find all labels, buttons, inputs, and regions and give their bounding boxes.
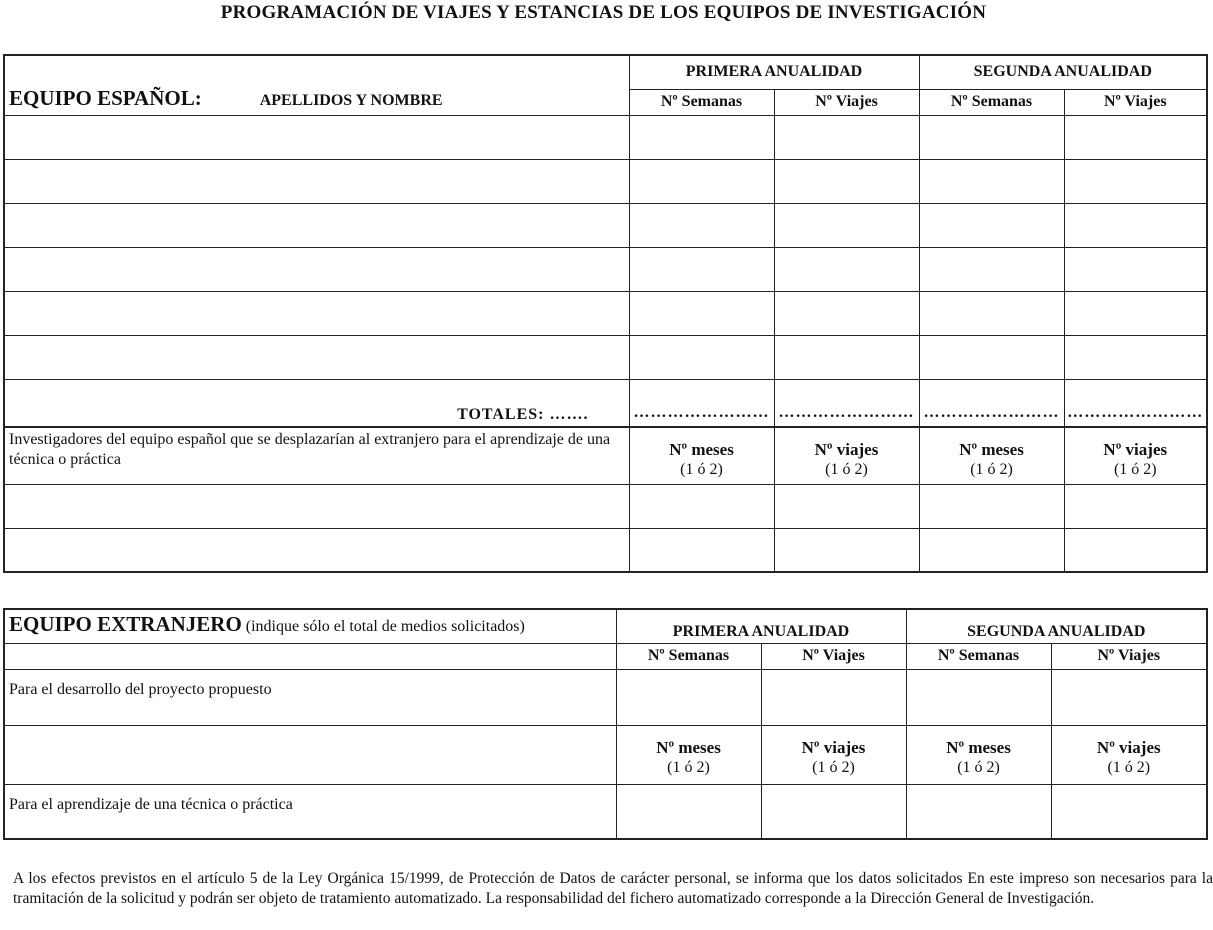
input-cell[interactable] bbox=[1064, 159, 1207, 203]
table-row bbox=[4, 159, 1207, 203]
first-year-header: PRIMERA ANUALIDAD bbox=[616, 609, 906, 643]
input-cell[interactable] bbox=[1064, 203, 1207, 247]
one-or-two-label: (1 ó 2) bbox=[812, 758, 855, 776]
input-cell[interactable] bbox=[1051, 784, 1207, 839]
input-cell[interactable] bbox=[761, 669, 906, 725]
input-cell[interactable] bbox=[919, 203, 1064, 247]
input-cell[interactable] bbox=[919, 484, 1064, 528]
foreign-team-header bbox=[4, 609, 616, 643]
empty-cell bbox=[4, 725, 616, 784]
input-cell[interactable] bbox=[774, 528, 919, 572]
col-trips-y2: Nº Viajes bbox=[1064, 89, 1207, 115]
page-title: PROGRAMACIÓN DE VIAJES Y ESTANCIAS DE LOS EQUIPOS DE INVESTIGACIÓN bbox=[220, 2, 987, 23]
input-cell[interactable] bbox=[629, 159, 774, 203]
name-cell[interactable] bbox=[4, 335, 629, 379]
months-header-y1 bbox=[616, 725, 761, 784]
second-year-header: SEGUNDA ANUALIDAD bbox=[906, 609, 1207, 643]
col-weeks-y2: Nº Semanas bbox=[906, 643, 1051, 669]
input-cell[interactable] bbox=[629, 247, 774, 291]
trips-header-y2 bbox=[1051, 725, 1207, 784]
name-cell[interactable] bbox=[4, 203, 629, 247]
input-cell[interactable] bbox=[629, 484, 774, 528]
table-row bbox=[4, 115, 1207, 159]
col-weeks-y2: Nº Semanas bbox=[919, 89, 1064, 115]
table-row bbox=[4, 203, 1207, 247]
names-label: APELLIDOS Y NOMBRE bbox=[259, 91, 443, 109]
one-or-two-label: (1 ó 2) bbox=[667, 758, 710, 776]
spanish-team-label: EQUIPO ESPAÑOL: bbox=[9, 85, 202, 110]
months-label: Nº meses bbox=[669, 440, 734, 459]
input-cell[interactable] bbox=[1064, 528, 1207, 572]
input-cell[interactable] bbox=[1064, 335, 1207, 379]
col-weeks-y1: Nº Semanas bbox=[629, 89, 774, 115]
one-or-two-label: (1 ó 2) bbox=[957, 758, 1000, 776]
input-cell[interactable] bbox=[629, 291, 774, 335]
name-cell[interactable] bbox=[4, 159, 629, 203]
one-or-two-label: (1 ó 2) bbox=[680, 461, 723, 478]
trips-header-y2 bbox=[1064, 427, 1207, 484]
input-cell[interactable] bbox=[761, 784, 906, 839]
foreign-team-table bbox=[3, 608, 1208, 840]
name-cell[interactable] bbox=[4, 484, 629, 528]
input-cell[interactable] bbox=[774, 291, 919, 335]
input-cell[interactable] bbox=[906, 669, 1051, 725]
totals-trips-y2[interactable]: …………………… bbox=[1064, 379, 1207, 427]
trips-label: Nº viajes bbox=[1096, 737, 1161, 757]
months-header-y2 bbox=[919, 427, 1064, 484]
totals-trips-y1[interactable]: …………………… bbox=[774, 379, 919, 427]
totals-weeks-y1[interactable]: …………………… bbox=[629, 379, 774, 427]
name-cell[interactable] bbox=[4, 115, 629, 159]
input-cell[interactable] bbox=[774, 159, 919, 203]
learning-header-row bbox=[4, 725, 1207, 784]
months-header-y2 bbox=[906, 725, 1051, 784]
foreign-team-label: EQUIPO EXTRANJERO bbox=[9, 612, 242, 636]
input-cell[interactable] bbox=[1051, 669, 1207, 725]
one-or-two-label: (1 ó 2) bbox=[1113, 461, 1157, 478]
name-cell[interactable] bbox=[4, 528, 629, 572]
table-row bbox=[4, 528, 1207, 572]
totals-row bbox=[4, 379, 1207, 427]
first-year-header: PRIMERA ANUALIDAD bbox=[629, 55, 919, 89]
learning-description: Investigadores del equipo español que se desplazarían al extranjero para el aprendizaje de una técnica o práctica bbox=[4, 427, 629, 484]
totals-label: TOTALES: ……. bbox=[4, 379, 629, 427]
second-year-header: SEGUNDA ANUALIDAD bbox=[919, 55, 1207, 89]
input-cell[interactable] bbox=[774, 247, 919, 291]
input-cell[interactable] bbox=[1064, 484, 1207, 528]
input-cell[interactable] bbox=[1064, 115, 1207, 159]
input-cell[interactable] bbox=[1064, 247, 1207, 291]
empty-cell bbox=[4, 643, 616, 669]
trips-label: Nº viajes bbox=[814, 440, 879, 459]
one-or-two-label: (1 ó 2) bbox=[825, 461, 868, 478]
col-trips-y1: Nº Viajes bbox=[761, 643, 906, 669]
spanish-team-header bbox=[4, 55, 629, 115]
one-or-two-label: (1 ó 2) bbox=[970, 461, 1013, 478]
learning-row-label: Para el aprendizaje de una técnica o práctica bbox=[4, 784, 616, 839]
col-trips-y2: Nº Viajes bbox=[1051, 643, 1207, 669]
learning-row bbox=[4, 784, 1207, 839]
input-cell[interactable] bbox=[919, 528, 1064, 572]
table-row bbox=[4, 291, 1207, 335]
name-cell[interactable] bbox=[4, 291, 629, 335]
col-trips-y1: Nº Viajes bbox=[774, 89, 919, 115]
input-cell[interactable] bbox=[919, 115, 1064, 159]
months-label: Nº meses bbox=[946, 737, 1011, 757]
input-cell[interactable] bbox=[906, 784, 1051, 839]
table-row bbox=[4, 247, 1207, 291]
input-cell[interactable] bbox=[774, 115, 919, 159]
learning-header-row bbox=[4, 427, 1207, 484]
input-cell[interactable] bbox=[629, 528, 774, 572]
table-row bbox=[4, 335, 1207, 379]
input-cell[interactable] bbox=[919, 247, 1064, 291]
input-cell[interactable] bbox=[629, 335, 774, 379]
legal-note: A los efectos previstos en el artículo 5 de la Ley Orgánica 15/1999, de Protección de Datos de carácter personal, se informa que los datos solicitados En este impreso son necesarios para la tramitación de la solicitud y podrán ser objeto de tratamiento automatizado. La responsabilidad del fichero automatizado corresponde a la Dirección General de Investigación. bbox=[13, 870, 1213, 907]
input-cell[interactable] bbox=[629, 203, 774, 247]
input-cell[interactable] bbox=[629, 115, 774, 159]
trips-label: Nº viajes bbox=[801, 737, 866, 757]
input-cell[interactable] bbox=[1064, 291, 1207, 335]
name-cell[interactable] bbox=[4, 247, 629, 291]
spanish-team-table bbox=[3, 54, 1208, 573]
col-weeks-y1: Nº Semanas bbox=[616, 643, 761, 669]
input-cell[interactable] bbox=[919, 335, 1064, 379]
trips-header-y1 bbox=[774, 427, 919, 484]
one-or-two-label: (1 ó 2) bbox=[1107, 758, 1151, 776]
foreign-team-note: (indique sólo el total de medios solicitados) bbox=[245, 618, 525, 635]
input-cell[interactable] bbox=[616, 669, 761, 725]
project-row-label: Para el desarrollo del proyecto propuesto bbox=[4, 669, 616, 725]
months-header-y1 bbox=[629, 427, 774, 484]
totals-weeks-y2[interactable]: …………………… bbox=[919, 379, 1064, 427]
months-label: Nº meses bbox=[656, 737, 721, 757]
input-cell[interactable] bbox=[919, 159, 1064, 203]
trips-header-y1 bbox=[761, 725, 906, 784]
input-cell[interactable] bbox=[774, 335, 919, 379]
input-cell[interactable] bbox=[774, 203, 919, 247]
months-label: Nº meses bbox=[959, 440, 1024, 459]
input-cell[interactable] bbox=[919, 291, 1064, 335]
trips-label: Nº viajes bbox=[1103, 440, 1168, 459]
input-cell[interactable] bbox=[774, 484, 919, 528]
table-row bbox=[4, 484, 1207, 528]
input-cell[interactable] bbox=[616, 784, 761, 839]
project-row bbox=[4, 669, 1207, 725]
